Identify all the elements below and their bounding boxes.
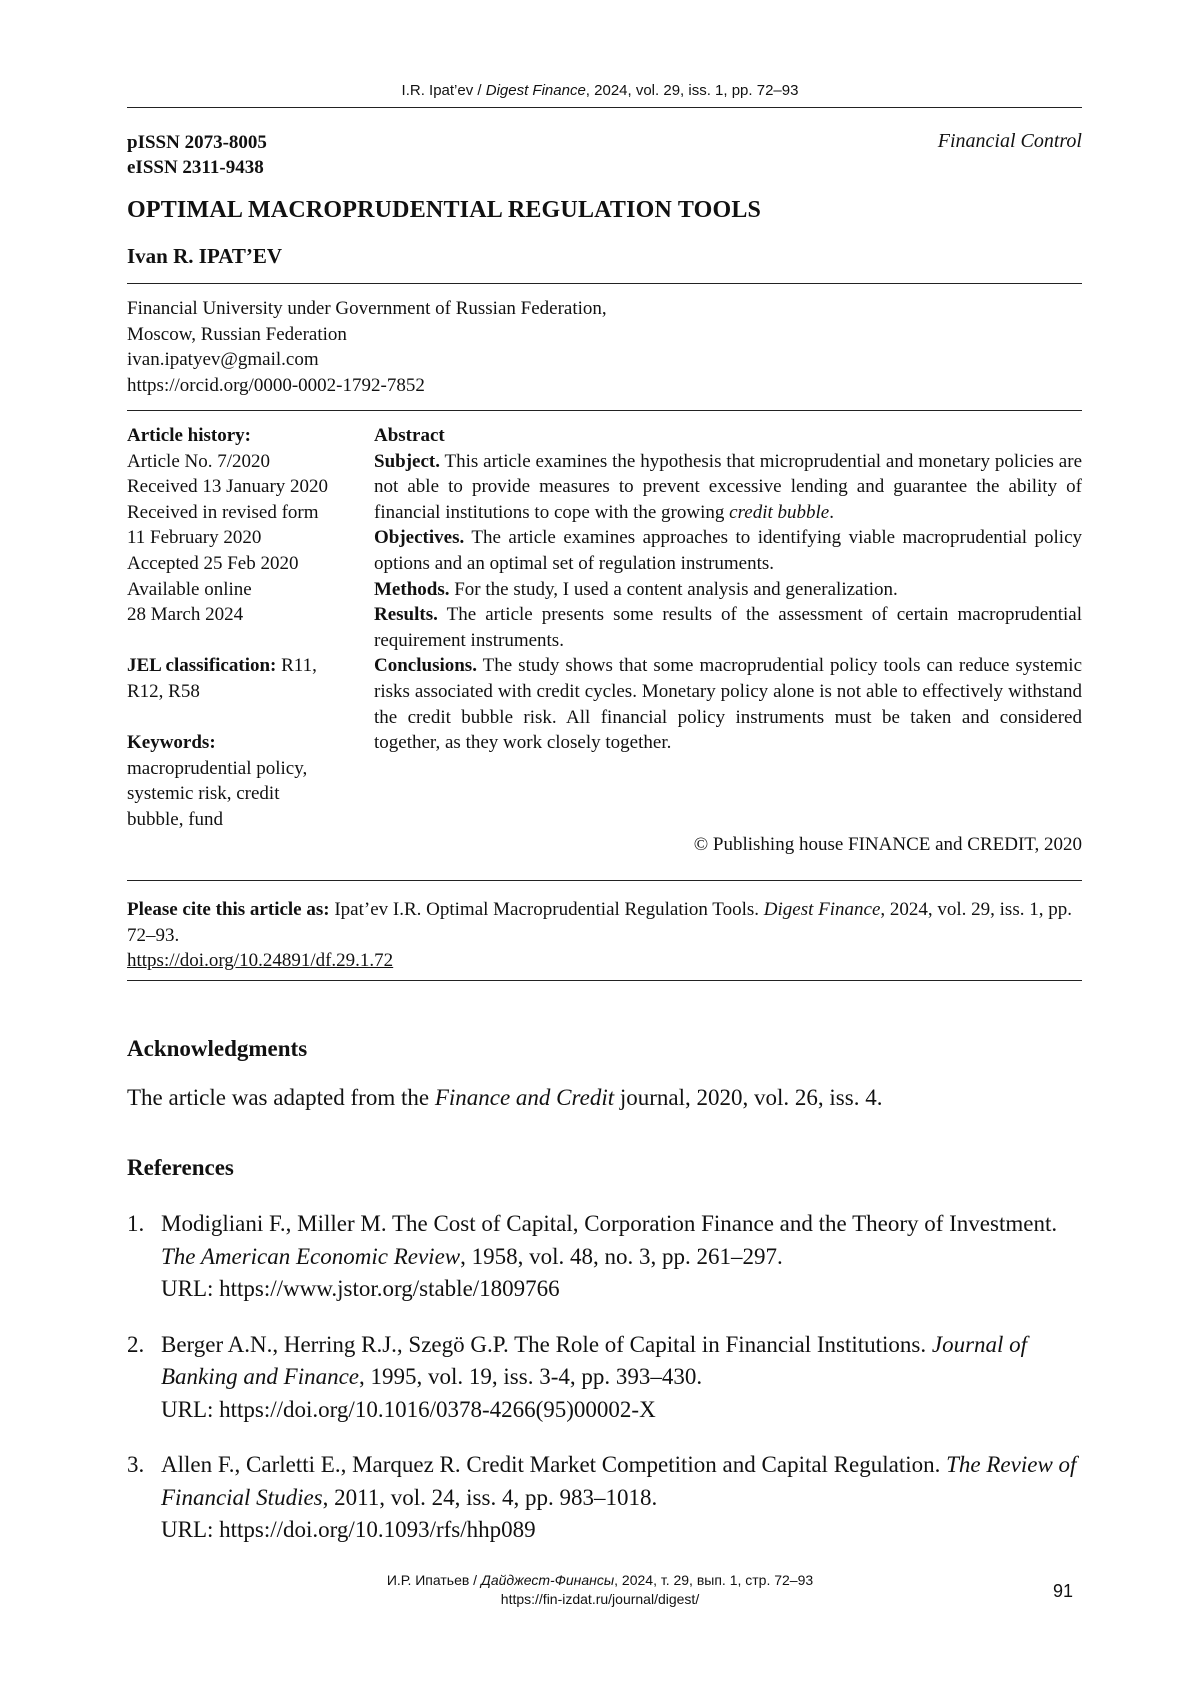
author-rule xyxy=(127,283,1082,284)
page-number: 91 xyxy=(1053,1581,1073,1602)
copyright: © Publishing house FINANCE and CREDIT, 2020 xyxy=(694,834,1082,856)
reference-item: 1. Modigliani F., Miller M. The Cost of Capital, Corporation Finance and the Theory of Investment. The American Economic Review, 1958, vol. 48, no. 3, pp. 261–297. URL: https://www.jstor.org/stable/1809766 xyxy=(127,1208,1082,1306)
running-header-rest: , 2024, vol. 29, iss. 1, pp. 72–93 xyxy=(586,82,799,99)
keywords-line: bubble, fund xyxy=(127,807,367,833)
jel-codes: R11, xyxy=(276,655,316,676)
acknowledgments-text: The article was adapted from the Finance and Credit journal, 2020, vol. 26, iss. 4. xyxy=(127,1085,882,1111)
keywords-line: macroprudential policy, xyxy=(127,756,367,782)
reference-item: 2. Berger A.N., Herring R.J., Szegö G.P. The Role of Capital in Financial Institutions. Journal of Banking and Finance, 1995, vol. 19, iss. 3-4, pp. 393–430. URL: https://doi.org/10.1016/0378-4266(95)00002-X xyxy=(127,1329,1082,1427)
citation-block xyxy=(127,897,1082,974)
history-heading: Article history: xyxy=(127,423,367,449)
author-email[interactable]: ivan.ipatyev@gmail.com xyxy=(127,347,607,373)
citation-rule xyxy=(127,980,1082,981)
reference-url[interactable]: URL: https://doi.org/10.1016/0378-4266(95)00002-X xyxy=(161,1397,656,1422)
abstract xyxy=(374,423,1082,756)
history-line: Accepted 25 Feb 2020 xyxy=(127,551,367,577)
references-heading: References xyxy=(127,1155,234,1181)
jel-codes-cont: R12, R58 xyxy=(127,679,367,705)
running-footer: И.Р. Ипатьев / Дайджест-Финансы, 2024, т. 29, вып. 1, стр. 72–93 https://fin-izdat.ru/journal/digest/ xyxy=(0,1571,1200,1609)
article-history xyxy=(127,423,367,833)
abstract-methods: Methods. For the study, I used a content analysis and generalization. xyxy=(374,577,1082,603)
abstract-heading: Abstract xyxy=(374,423,1082,449)
running-header-journal: Digest Finance xyxy=(486,82,586,99)
reference-url[interactable]: URL: https://doi.org/10.1093/rfs/hhp089 xyxy=(161,1517,536,1542)
acknowledgments-heading: Acknowledgments xyxy=(127,1036,307,1062)
author-orcid[interactable]: https://orcid.org/0000-0002-1792-7852 xyxy=(127,373,607,399)
running-header xyxy=(0,82,1200,99)
history-line: Received in revised form xyxy=(127,500,367,526)
jel-label: JEL classification: xyxy=(127,655,276,676)
issn-block xyxy=(127,130,267,180)
pissn: pISSN 2073-8005 xyxy=(127,130,267,155)
section-name: Financial Control xyxy=(938,130,1082,153)
affiliation-rule xyxy=(127,410,1082,411)
abstract-rule xyxy=(127,880,1082,881)
footer-url[interactable]: https://fin-izdat.ru/journal/digest/ xyxy=(0,1590,1200,1609)
abstract-subject: Subject. This article examines the hypothesis that microprudential and monetary policies are not able to provide measures to prevent excessive lending and guarantee the ability of financial institutions to cope with the growing credit bubble. xyxy=(374,449,1082,526)
references-list xyxy=(127,1208,1082,1570)
reference-url[interactable]: URL: https://www.jstor.org/stable/1809766 xyxy=(161,1276,560,1301)
affiliation-block xyxy=(127,296,607,398)
running-header-author: I.R. Ipat’ev / xyxy=(402,82,486,99)
affiliation-line: Moscow, Russian Federation xyxy=(127,322,607,348)
eissn: eISSN 2311-9438 xyxy=(127,155,267,180)
reference-item: 3. Allen F., Carletti E., Marquez R. Credit Market Competition and Capital Regulation. The Review of Financial Studies, 2011, vol. 24, iss. 4, pp. 983–1018. URL: https://doi.org/10.1093/rfs/hhp089 xyxy=(127,1449,1082,1547)
history-line: Available online xyxy=(127,577,367,603)
abstract-conclusions: Conclusions. The study shows that some macroprudential policy tools can reduce systemic risks associated with credit cycles. Monetary policy alone is not able to effectively withstand the credit bubble risk. All financial policy instruments must be taken and considered together, as they work closely together. xyxy=(374,653,1082,755)
jel-classification xyxy=(127,653,367,679)
keywords-line: systemic risk, credit xyxy=(127,781,367,807)
article-title: OPTIMAL MACROPRUDENTIAL REGULATION TOOLS xyxy=(127,197,761,224)
keywords-label: Keywords: xyxy=(127,730,367,756)
citation-doi-link[interactable]: https://doi.org/10.24891/df.29.1.72 xyxy=(127,950,393,971)
affiliation-line: Financial University under Government of Russian Federation, xyxy=(127,296,607,322)
article-author: Ivan R. IPAT’EV xyxy=(127,244,282,269)
history-line: 28 March 2024 xyxy=(127,602,367,628)
citation-text: Please cite this article as: Ipat’ev I.R. Optimal Macroprudential Regulation Tools. Digest Finance, 2024, vol. 29, iss. 1, pp. 72–93. xyxy=(127,897,1082,948)
header-rule xyxy=(127,107,1082,108)
abstract-results: Results. The article presents some results of the assessment of certain macroprudential requirement instruments. xyxy=(374,602,1082,653)
history-line: Received 13 January 2020 xyxy=(127,474,367,500)
history-line: 11 February 2020 xyxy=(127,525,367,551)
history-line: Article No. 7/2020 xyxy=(127,449,367,475)
citation-label: Please cite this article as: xyxy=(127,899,330,920)
abstract-objectives: Objectives. The article examines approaches to identifying viable macroprudential policy options and an optimal set of regulation instruments. xyxy=(374,525,1082,576)
